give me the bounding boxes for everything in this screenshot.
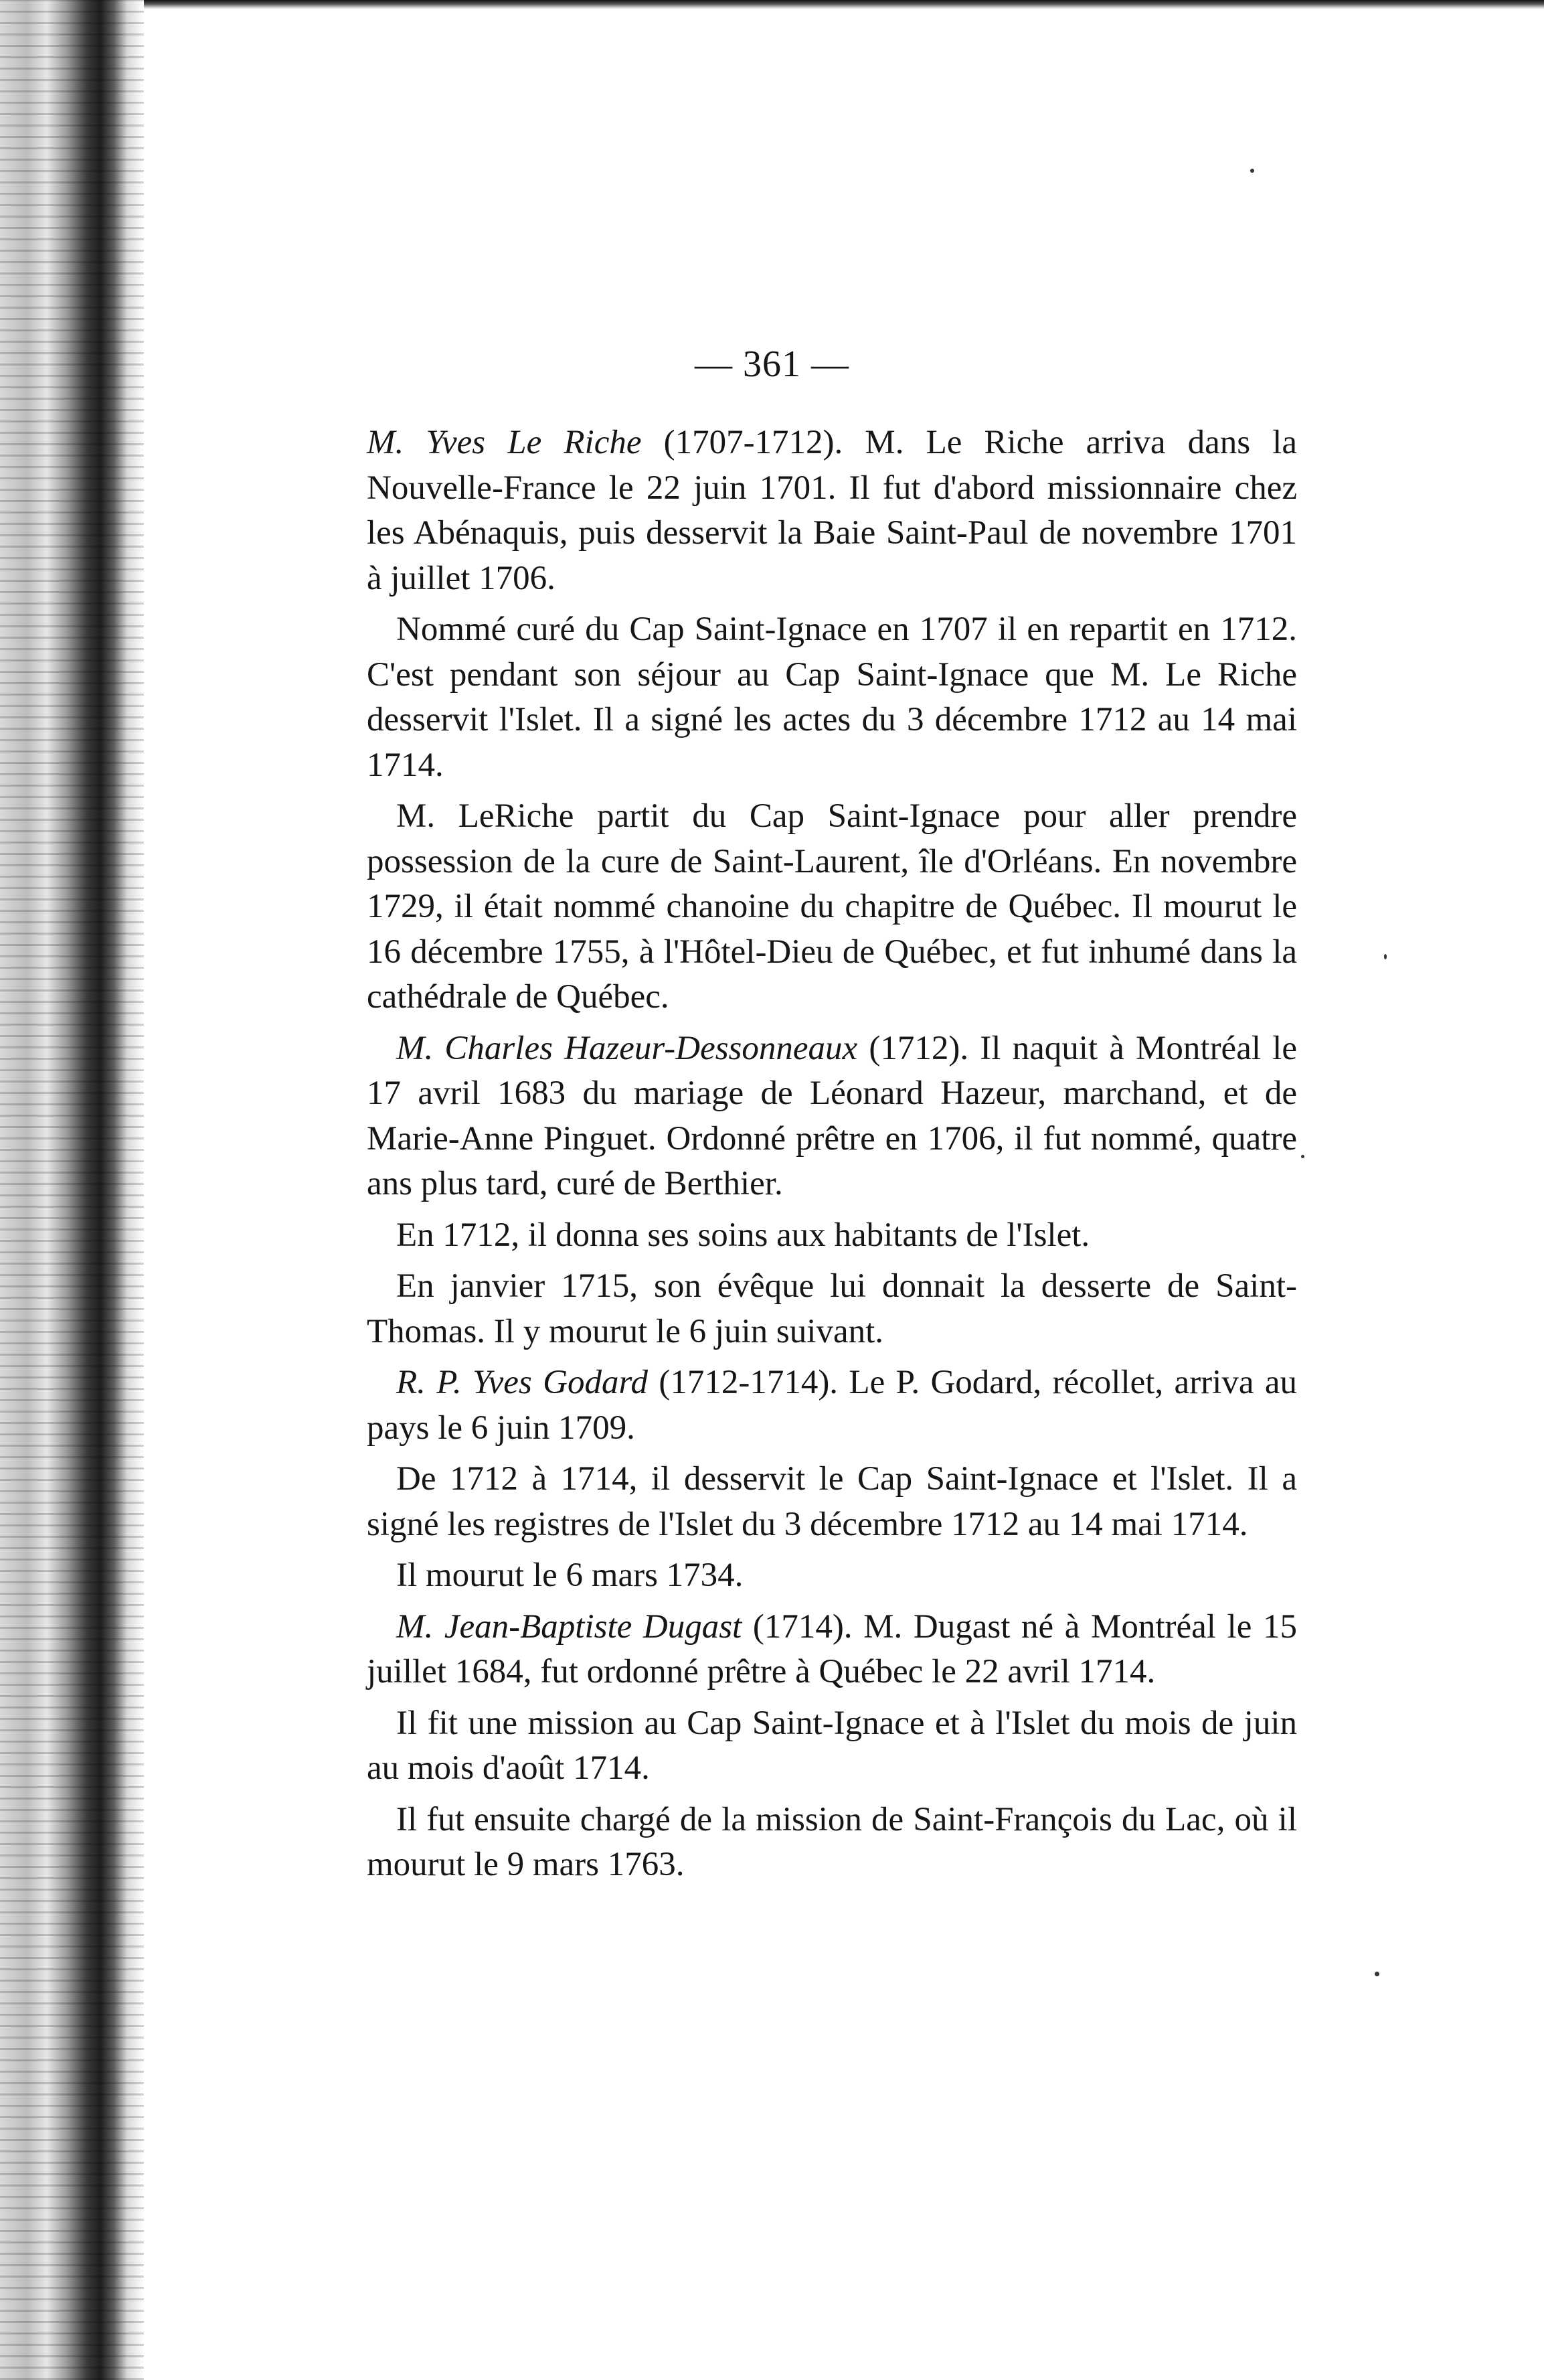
- scan-speck: [1375, 1972, 1379, 1976]
- person-name: R. P. Yves Godard: [396, 1364, 648, 1401]
- entry-hazeur: [367, 1026, 1297, 1207]
- scan-speck: [1301, 1155, 1304, 1158]
- page-body: [367, 420, 1297, 1894]
- entry-dugast: [367, 1605, 1297, 1695]
- entry-text: (1707-1712). M. Le Riche arriva dans la Nouvelle-France le 22 juin 1701. Il fut d'abord missionnaire chez les Abénaquis, puis desservit la Baie Saint-Paul de novembre 1701 à juillet 1706.: [367, 424, 1297, 597]
- entry-text: (1712-1714). Le P. Godard, récollet, arriva au pays le 6 juin 1709.: [367, 1364, 1297, 1447]
- person-name: M. Charles Hazeur-Dessonneaux: [396, 1029, 858, 1067]
- hazeur-islet: En 1712, il donna ses soins aux habitants de l'Islet.: [396, 1216, 1090, 1254]
- dugast-mission: Il fit une mission au Cap Saint-Ignace et à l'Islet du mois de juin au mois d'août 1714.: [367, 1704, 1297, 1787]
- godard-desserte: De 1712 à 1714, il desservit le Cap Saint-Ignace et l'Islet. Il a signé les registres de l'Islet du 3 décembre 1712 au 14 mai 1714.: [367, 1460, 1297, 1543]
- godard-deces: Il mourut le 6 mars 1734.: [396, 1557, 744, 1594]
- person-name: M. Yves Le Riche: [367, 424, 642, 461]
- person-name: M. Jean-Baptiste Dugast: [396, 1607, 742, 1646]
- entry-text: (1714). M. Dugast né à Montréal le 15 juillet 1684, fut ordonné prêtre à Québec le 22 avril 1714.: [367, 1607, 1297, 1690]
- scan-speck: [1250, 169, 1254, 173]
- entry-godard: [367, 1360, 1297, 1451]
- dugast-deces: Il fut ensuite chargé de la mission de Saint-François du Lac, où il mourut le 9 mars 1763.: [367, 1800, 1297, 1883]
- le-riche-depart: M. LeRiche partit du Cap Saint-Ignace pour aller prendre possession de la cure de Saint-Laurent, île d'Orléans. En novembre 1729, il était nommé chanoine du chapitre de Québec. Il mourut le 16 décembre 1755, à l'Hôtel-Dieu de Québec, et fut inhumé dans la cathédrale de Québec.: [367, 797, 1297, 1016]
- page-number: — 361 —: [695, 343, 849, 385]
- scan-speck: [1384, 954, 1387, 959]
- entry-le-riche: [367, 420, 1297, 601]
- hazeur-desserte: En janvier 1715, son évêque lui donnait la desserte de Saint-Thomas. Il y mourut le 6 juin suivant.: [367, 1267, 1297, 1350]
- le-riche-cure: Nommé curé du Cap Saint-Ignace en 1707 il en repartit en 1712. C'est pendant son séjour au Cap Saint-Ignace que M. Le Riche desservit l'Islet. Il a signé les actes du 3 décembre 1712 au 14 mai 1714.: [367, 611, 1297, 784]
- entry-text: (1712). Il naquit à Montréal le 17 avril 1683 du mariage de Léonard Hazeur, marchand, et de Marie-Anne Pinguet. Ordonné prêtre en 1706, il fut nommé, quatre ans plus tard, curé de Berthier.: [367, 1029, 1297, 1202]
- scanned-top-edge: [144, 0, 1544, 9]
